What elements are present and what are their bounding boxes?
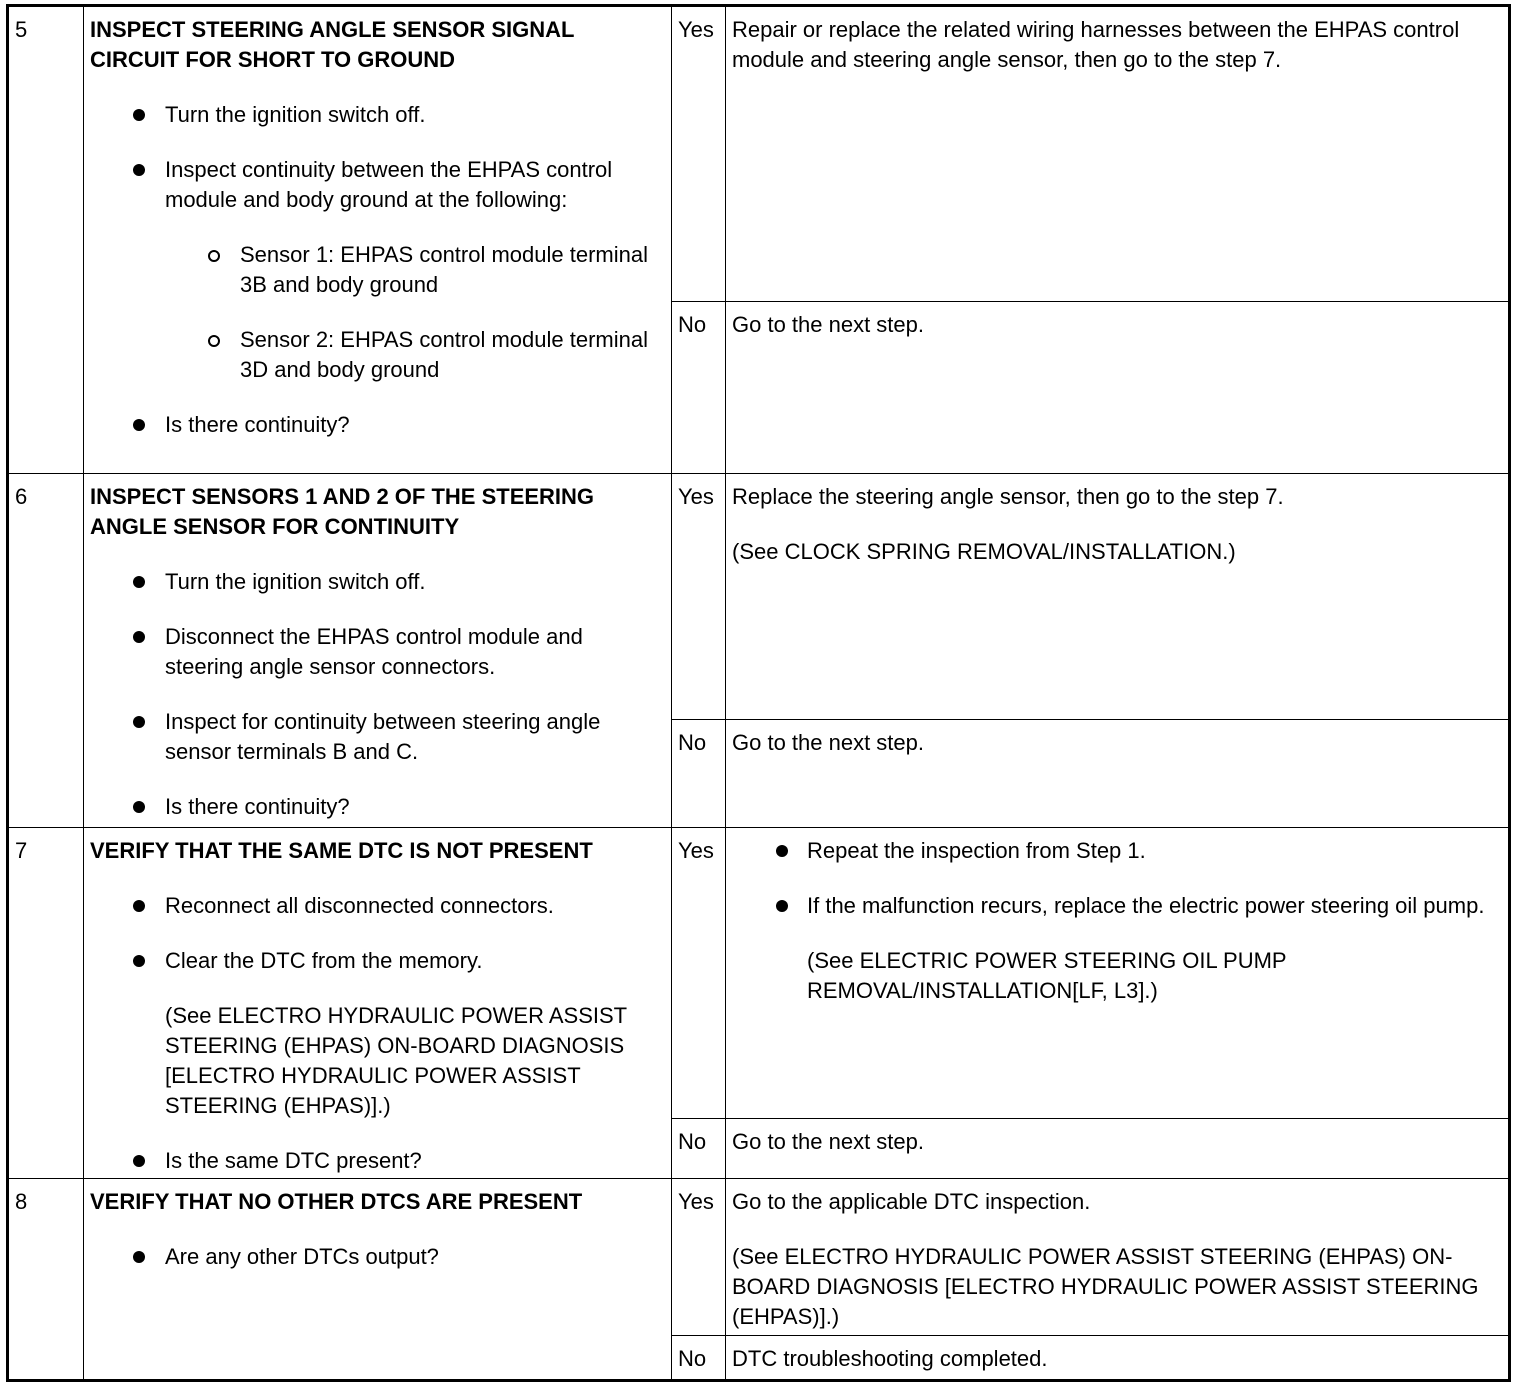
step-number: 6 (8, 474, 84, 828)
result-text: Go to the next step. (732, 312, 925, 337)
no-result-cell (726, 1336, 1510, 1381)
result-text: Replace the steering angle sensor, then go to the step 7. (732, 484, 1284, 509)
sub-bullet-item: Sensor 1: EHPAS control module terminal 3B and body ground (90, 240, 665, 300)
bullet-item: Is there continuity? (90, 792, 665, 822)
bullet-item: Clear the DTC from the memory. (90, 946, 665, 976)
reference-note: (See ELECTRIC POWER STEERING OIL PUMP REMOVAL/INSTALLATION[LF, L3].) (807, 948, 1287, 1003)
step-title: VERIFY THAT NO OTHER DTCS ARE PRESENT (90, 1189, 583, 1214)
no-result-cell (726, 1119, 1510, 1179)
bullet-item: Inspect continuity between the EHPAS control module and body ground at the following: (90, 155, 665, 215)
step-row-7 (8, 828, 1510, 1119)
no-label: No (672, 1119, 726, 1179)
result-text: Repair or replace the related wiring harnesses between the EHPAS control module and steering angle sensor, then go to the step 7. (732, 17, 1460, 72)
bullet-item: Is the same DTC present? (90, 1146, 665, 1176)
result-text: Go to the next step. (732, 730, 925, 755)
step-title: VERIFY THAT THE SAME DTC IS NOT PRESENT (90, 838, 593, 863)
step-title: INSPECT STEERING ANGLE SENSOR SIGNAL CIRCUIT FOR SHORT TO GROUND (90, 17, 575, 72)
bullet-item: Reconnect all disconnected connectors. (90, 891, 665, 921)
yes-result-cell (726, 1179, 1510, 1336)
bullet-item: Repeat the inspection from Step 1. (732, 836, 1502, 866)
result-text: DTC troubleshooting completed. (732, 1346, 1048, 1371)
step-row-5 (8, 6, 1510, 302)
no-label: No (672, 302, 726, 474)
step-action-cell (84, 828, 672, 1179)
step-action-cell (84, 1179, 672, 1381)
reference-note: (See ELECTRO HYDRAULIC POWER ASSIST STEERING (EHPAS) ON-BOARD DIAGNOSIS [ELECTRO HYDRAULIC POWER ASSIST STEERING (EHPAS)].) (165, 1003, 627, 1118)
result-text: (See ELECTRO HYDRAULIC POWER ASSIST STEERING (EHPAS) ON-BOARD DIAGNOSIS [ELECTRO HYDRAULIC POWER ASSIST STEERING (EHPAS)].) (732, 1244, 1479, 1329)
sub-bullet-item: Sensor 2: EHPAS control module terminal 3D and body ground (90, 325, 665, 385)
bullet-item: Turn the ignition switch off. (90, 100, 665, 130)
no-result-cell (726, 302, 1510, 474)
result-text: Go to the applicable DTC inspection. (732, 1189, 1091, 1214)
no-label: No (672, 720, 726, 828)
step-row-8 (8, 1179, 1510, 1336)
bullet-item: Are any other DTCs output? (90, 1242, 665, 1272)
yes-label: Yes (672, 828, 726, 1119)
yes-label: Yes (672, 1179, 726, 1336)
yes-label: Yes (672, 6, 726, 302)
result-text: Go to the next step. (732, 1129, 925, 1154)
result-text: (See CLOCK SPRING REMOVAL/INSTALLATION.) (732, 539, 1236, 564)
yes-label: Yes (672, 474, 726, 720)
bullet-item: Turn the ignition switch off. (90, 567, 665, 597)
yes-result-cell (726, 828, 1510, 1119)
step-number: 8 (8, 1179, 84, 1381)
step-action-cell (84, 474, 672, 828)
no-label: No (672, 1336, 726, 1381)
yes-result-cell (726, 474, 1510, 720)
yes-result-cell (726, 6, 1510, 302)
diagnostic-procedure-table (6, 4, 1511, 1382)
bullet-item: If the malfunction recurs, replace the electric power steering oil pump. (732, 891, 1502, 921)
step-number: 7 (8, 828, 84, 1179)
step-action-cell (84, 6, 672, 474)
no-result-cell (726, 720, 1510, 828)
bullet-item: Disconnect the EHPAS control module and steering angle sensor connectors. (90, 622, 665, 682)
bullet-item: Is there continuity? (90, 410, 665, 440)
bullet-item: Inspect for continuity between steering angle sensor terminals B and C. (90, 707, 665, 767)
step-number: 5 (8, 6, 84, 474)
step-row-6 (8, 474, 1510, 720)
step-title: INSPECT SENSORS 1 AND 2 OF THE STEERING ANGLE SENSOR FOR CONTINUITY (90, 484, 595, 539)
